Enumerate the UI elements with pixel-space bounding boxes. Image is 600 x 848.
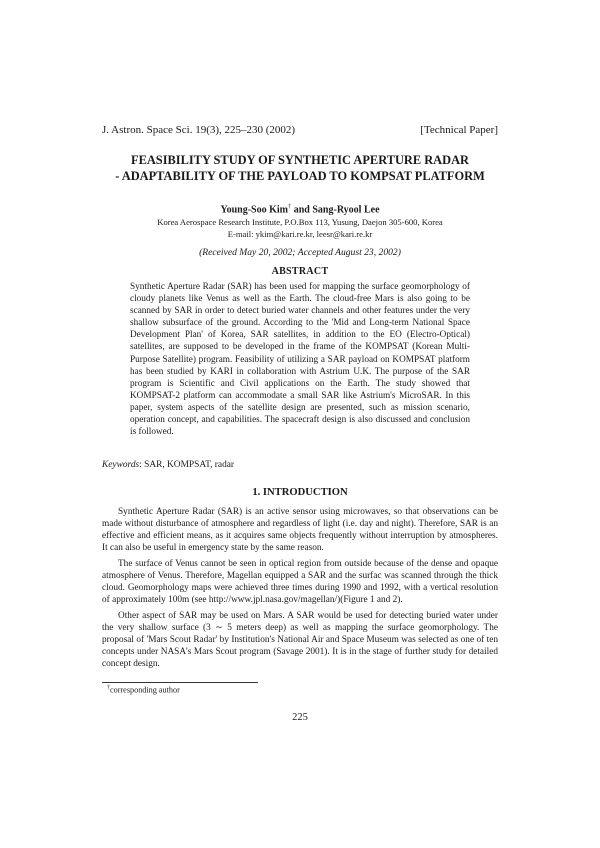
paper-type-label: [Technical Paper] bbox=[420, 124, 498, 136]
section-heading-introduction: 1. INTRODUCTION bbox=[252, 487, 348, 498]
keywords-line bbox=[102, 460, 234, 470]
author-joiner: and bbox=[291, 204, 313, 216]
abstract-text: Synthetic Aperture Radar (SAR) has been used for mapping the surface geomorphology of cloudy planets like Venus as well as the Earth. The cloud-free Mars is also going to be scanned by SAR in order to detect buried water channels and other features under the very shallow subsurface of the ground. According to the 'Mid and Long-term National Space Development Plan' of Korea, SAR satellites, in addition to the EO (Electro-Optical) satellites, are supposed to be developed in the frame of the KOMPSAT (Korean Multi-Purpose Satellite) program. Feasibility of utilizing a SAR payload on KOMPSAT platform has been studied by KARI in collaboration with Astrium U.K. The purpose of the SAR program is Scientific and Civil applications on the Earth. The study showed that KOMPSAT-2 platform can accommodate a small SAR like Astrium's MicroSAR. In this paper, system aspects of the satellite design are presented, such as mission scenario, operation concept, and capabilities. The spacecraft design is also discussed and conclusion is followed. bbox=[130, 282, 470, 438]
abstract-heading: ABSTRACT bbox=[271, 266, 329, 277]
author-2: Sang-Ryool Lee bbox=[312, 204, 380, 216]
intro-paragraph-1: Synthetic Aperture Radar (SAR) is an active sensor using microwaves, so that observations can be made without disturbance of atmosphere and regardless of light (i.e. day and night). Therefore, SAR is an effective and efficient means, as it acquires same objects frequently without interruption by atmospheres. It can also be useful in emergency state by the same reason. bbox=[102, 507, 498, 553]
author-1: Young-Soo Kim bbox=[220, 204, 288, 216]
keywords-label: Keywords bbox=[102, 460, 140, 470]
intro-paragraph-2: The surface of Venus cannot be seen in optical region from outside because of the dense and opaque atmosphere of Venus. Therefore, Magellan equipped a SAR and the surfac was scanned through the thick cloud. Geomorphology maps were achieved three times during 1990 and 1992, with a vertical resolution of approximately 100m (see http://www.jpl.nasa.gov/magellan/)(Figure 1 and 2). bbox=[102, 559, 498, 605]
title-line-1: FEASIBILITY STUDY OF SYNTHETIC APERTURE RADAR bbox=[131, 153, 469, 167]
journal-reference: J. Astron. Space Sci. 19(3), 225–230 (2002) bbox=[102, 124, 296, 136]
footnote bbox=[107, 685, 180, 695]
affiliation bbox=[90, 216, 510, 240]
footnote-divider bbox=[102, 682, 258, 683]
page-number: 225 bbox=[292, 712, 308, 723]
footnote-mark: † bbox=[107, 685, 110, 691]
title-line-2: - ADAPTABILITY OF THE PAYLOAD TO KOMPSAT PLATFORM bbox=[115, 169, 485, 183]
email-line: E-mail: ykim@kari.re.kr, leesr@kari.re.kr bbox=[227, 229, 373, 239]
received-dates: (Received May 20, 2002; Accepted August 23, 2002) bbox=[199, 247, 401, 258]
keywords-values: : SAR, KOMPSAT, radar bbox=[139, 460, 235, 470]
paper-title bbox=[90, 152, 510, 184]
corresponding-mark: † bbox=[287, 203, 292, 210]
institute-address: Korea Aerospace Research Institute, P.O.Box 113, Yusung, Daejon 305-600, Korea bbox=[157, 217, 443, 227]
intro-paragraph-3: Other aspect of SAR may be used on Mars. A SAR would be used for detecting buried water under the very shallow surface (3 ∼ 5 meters deep) as well as mapping the surface geomorphology. The proposal of 'Mars Scout Radar' by Institution's National Air and Space Museum was selected as one of ten concepts under NASA's Mars Scout program (Savage 2001). It is in the stage of further study for detailed concept design. bbox=[102, 611, 498, 669]
footnote-text: corresponding author bbox=[110, 685, 180, 695]
introduction-body bbox=[102, 506, 498, 674]
author-list bbox=[90, 203, 510, 215]
